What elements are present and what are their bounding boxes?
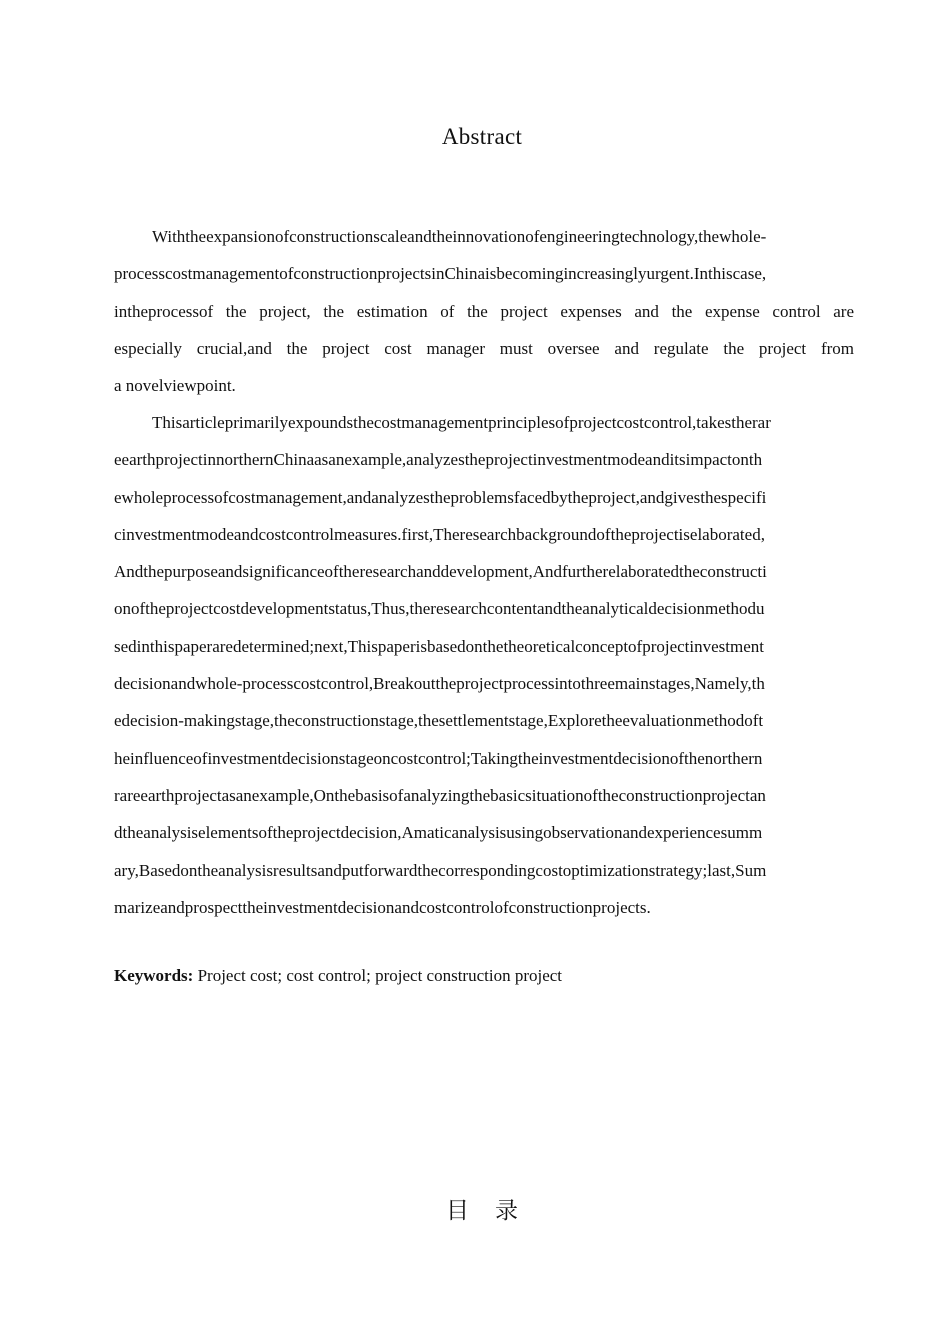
paragraph-line: Thisarticleprimarilyexpoundsthecostmanagementprinciplesofprojectcostcontrol,takestherar xyxy=(152,413,771,432)
paragraph-line: especially crucial,and the project cost manager must oversee and regulate the project from xyxy=(114,338,854,358)
paragraph-line: processcostmanagementofconstructionprojectsinChinaisbecomingincreasinglyurgent.Inthiscase, xyxy=(114,264,767,284)
paragraph-line: Andthepurposeandsignificanceoftheresearchanddevelopment,Andfurtherelaboratedtheconstructi xyxy=(114,562,767,582)
paragraph-line: sedinthispaperaredetermined;next,Thispaperisbasedonthetheoreticalconceptofprojectinvestment xyxy=(114,636,765,656)
paragraph-line: eearthprojectinnorthernChinaasanexample,analyzestheprojectinvestmentmodeanditsimpactonth xyxy=(114,450,763,470)
paragraph-line: onoftheprojectcostdevelopmentstatus,Thus,theresearchcontentandtheanalyticaldecisionmethodu xyxy=(114,599,765,619)
paragraph-line: decisionandwhole-processcostcontrol,Breakouttheprojectprocessintothreemainstages,Namely,th xyxy=(114,674,765,694)
paragraph-line: intheprocessof the project, the estimation of the project expenses and the expense control are xyxy=(114,301,854,321)
paragraph-line: edecision-makingstage,theconstructionstage,thesettlementstage,Exploretheevaluationmethodoft xyxy=(114,711,764,731)
paragraph-line: Withtheexpansionofconstructionscaleandtheinnovationofengineeringtechnology,thewhole- xyxy=(152,227,767,246)
keywords-line xyxy=(114,966,562,986)
paragraph-line: ewholeprocessofcostmanagement,andanalyzestheproblemsfacedbytheproject,andgivesthespecifi xyxy=(114,487,767,507)
keywords-text: Project cost; cost control; project construction project xyxy=(193,966,563,985)
paragraph-line: cinvestmentmodeandcostcontrolmeasures.first,Theresearchbackgroundoftheprojectiselaborated, xyxy=(114,524,765,544)
paragraph-line: heinfluenceofinvestmentdecisionstageoncostcontrol;Takingtheinvestmentdecisionofthenorthern xyxy=(114,748,763,768)
abstract-paragraph-1 xyxy=(114,218,854,404)
paragraph-line: rareearthprojectasanexample,Onthebasisofanalyzingthebasicsituationoftheconstructionprojectan xyxy=(114,785,766,805)
keywords-label: Keywords: xyxy=(114,966,194,985)
paragraph-line: a novelviewpoint. xyxy=(114,376,236,396)
paragraph-line: ary,Basedontheanalysisresultsandputforwardthecorrespondingcostoptimizationstrategy;last,Sum xyxy=(114,860,767,880)
table-of-contents-title: 目录 xyxy=(446,1198,544,1224)
abstract-paragraph-2 xyxy=(114,404,854,926)
paragraph-line: marizeandprospecttheinvestmentdecisionandcostcontrolofconstructionprojects. xyxy=(114,897,651,917)
abstract-title: Abstract xyxy=(441,124,523,149)
paragraph-line: dtheanalysiselementsoftheprojectdecision,Amaticanalysisusingobservationandexperiencesumm xyxy=(114,823,763,843)
